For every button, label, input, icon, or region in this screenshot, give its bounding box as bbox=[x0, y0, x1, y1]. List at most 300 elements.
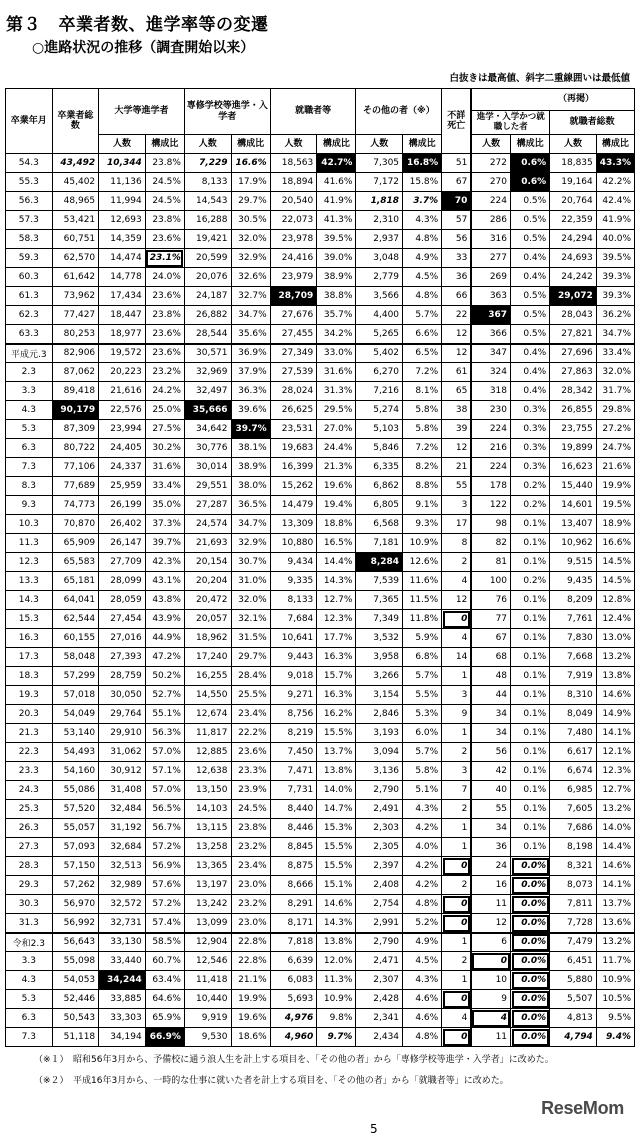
table-cell: 26,147 bbox=[99, 534, 146, 553]
table-cell: 23,979 bbox=[270, 268, 317, 287]
table-cell: 14.1% bbox=[596, 876, 634, 895]
table-cell: 19.9% bbox=[596, 477, 634, 496]
row-year: 7.3 bbox=[6, 458, 53, 477]
table-cell: 42.2% bbox=[596, 173, 634, 192]
table-cell: 12,885 bbox=[184, 743, 231, 762]
header-count: 人数 bbox=[550, 135, 597, 154]
table-cell: 22,073 bbox=[270, 211, 317, 230]
table-row bbox=[6, 610, 635, 629]
table-cell: 5.8% bbox=[403, 762, 442, 781]
table-cell: 5.2% bbox=[403, 914, 442, 933]
table-cell: 9,919 bbox=[184, 1009, 231, 1028]
table-cell: 53,421 bbox=[52, 211, 99, 230]
table-cell: 13,309 bbox=[270, 515, 317, 534]
table-row bbox=[6, 591, 635, 610]
table-cell: 15.7% bbox=[317, 667, 356, 686]
table-cell: 60,155 bbox=[52, 629, 99, 648]
table-cell: 41.9% bbox=[317, 192, 356, 211]
row-year: 6.3 bbox=[6, 1009, 53, 1028]
table-cell: 55,086 bbox=[52, 781, 99, 800]
table-cell: 57.6% bbox=[145, 876, 184, 895]
table-cell: 66 bbox=[442, 287, 472, 306]
table-cell: 48 bbox=[471, 667, 510, 686]
table-cell: 4 bbox=[442, 629, 472, 648]
table-cell: 0.5% bbox=[511, 287, 550, 306]
table-cell: 28,544 bbox=[184, 325, 231, 344]
table-cell: 7,365 bbox=[356, 591, 403, 610]
table-cell: 5.7% bbox=[403, 306, 442, 325]
row-year: 25.3 bbox=[6, 800, 53, 819]
table-cell: 277 bbox=[471, 249, 510, 268]
table-cell: 20,076 bbox=[184, 268, 231, 287]
table-cell: 0 bbox=[442, 610, 472, 629]
row-year: 10.3 bbox=[6, 515, 53, 534]
table-cell: 41.9% bbox=[596, 211, 634, 230]
table-cell: 12.7% bbox=[317, 591, 356, 610]
table-cell: 23.3% bbox=[231, 762, 270, 781]
table-cell: 25.5% bbox=[231, 686, 270, 705]
resemom-logo: ReseMom bbox=[541, 1098, 624, 1118]
table-cell: 10 bbox=[471, 971, 510, 990]
table-cell: 8,875 bbox=[270, 857, 317, 876]
table-cell: 2 bbox=[442, 553, 472, 572]
row-year: 30.3 bbox=[6, 895, 53, 914]
table-cell: 8.1% bbox=[403, 382, 442, 401]
table-cell: 2,790 bbox=[356, 781, 403, 800]
table-cell: 15.8% bbox=[403, 173, 442, 192]
row-year: 60.3 bbox=[6, 268, 53, 287]
table-cell: 57.4% bbox=[145, 914, 184, 933]
table-row bbox=[6, 458, 635, 477]
table-cell: 8,209 bbox=[550, 591, 597, 610]
table-cell: 6,270 bbox=[356, 363, 403, 382]
table-cell: 2,491 bbox=[356, 800, 403, 819]
table-row bbox=[6, 325, 635, 344]
table-cell: 2,754 bbox=[356, 895, 403, 914]
table-cell: 25,959 bbox=[99, 477, 146, 496]
table-row bbox=[6, 743, 635, 762]
table-cell: 27.5% bbox=[145, 420, 184, 439]
table-row bbox=[6, 876, 635, 895]
table-cell: 56.9% bbox=[145, 857, 184, 876]
table-cell: 23.2% bbox=[231, 895, 270, 914]
table-cell: 35.7% bbox=[317, 306, 356, 325]
table-cell: 13,099 bbox=[184, 914, 231, 933]
table-cell: 16.6% bbox=[596, 534, 634, 553]
table-cell: 4.8% bbox=[403, 895, 442, 914]
table-cell: 12,546 bbox=[184, 952, 231, 971]
table-cell: 39.5% bbox=[317, 230, 356, 249]
table-cell: 41.3% bbox=[317, 211, 356, 230]
table-cell: 3,566 bbox=[356, 287, 403, 306]
table-cell: 14,601 bbox=[550, 496, 597, 515]
table-cell: 12,904 bbox=[184, 933, 231, 952]
table-cell: 1 bbox=[442, 819, 472, 838]
table-cell: 34 bbox=[471, 819, 510, 838]
table-cell: 67 bbox=[471, 629, 510, 648]
row-year: 18.3 bbox=[6, 667, 53, 686]
table-cell: 18,447 bbox=[99, 306, 146, 325]
table-cell: 27.0% bbox=[317, 420, 356, 439]
table-cell: 2,991 bbox=[356, 914, 403, 933]
table-row bbox=[6, 287, 635, 306]
table-cell: 6,451 bbox=[550, 952, 597, 971]
table-row bbox=[6, 819, 635, 838]
table-cell: 28,709 bbox=[270, 287, 317, 306]
table-cell: 27,821 bbox=[550, 325, 597, 344]
table-cell: 65,909 bbox=[52, 534, 99, 553]
page-subtitle: ○進路状況の推移（調査開始以来） bbox=[32, 40, 255, 56]
table-cell: 13.8% bbox=[317, 933, 356, 952]
table-cell: 7,605 bbox=[550, 800, 597, 819]
table-row bbox=[6, 857, 635, 876]
table-cell: 33,440 bbox=[99, 952, 146, 971]
table-cell: 7,539 bbox=[356, 572, 403, 591]
table-cell: 39.3% bbox=[596, 287, 634, 306]
table-cell: 12.3% bbox=[596, 762, 634, 781]
table-cell: 0.0% bbox=[511, 971, 550, 990]
table-row bbox=[6, 382, 635, 401]
table-cell: 57.0% bbox=[145, 781, 184, 800]
table-cell: 28,099 bbox=[99, 572, 146, 591]
table-cell: 8,666 bbox=[270, 876, 317, 895]
table-row bbox=[6, 211, 635, 230]
table-cell: 15.3% bbox=[317, 819, 356, 838]
table-cell: 0 bbox=[471, 952, 510, 971]
table-cell: 11 bbox=[471, 895, 510, 914]
table-cell: 0.5% bbox=[511, 325, 550, 344]
table-cell: 10.9% bbox=[596, 971, 634, 990]
table-cell: 82 bbox=[471, 534, 510, 553]
table-cell: 8,321 bbox=[550, 857, 597, 876]
table-cell: 14,778 bbox=[99, 268, 146, 287]
table-cell: 54,053 bbox=[52, 971, 99, 990]
table-cell: 39.6% bbox=[231, 401, 270, 420]
table-cell: 1 bbox=[442, 933, 472, 952]
table-cell: 73,962 bbox=[52, 287, 99, 306]
row-year: 令和2.3 bbox=[6, 933, 53, 952]
table-cell: 7,349 bbox=[356, 610, 403, 629]
header-ratio: 構成比 bbox=[511, 135, 550, 154]
table-cell: 2,310 bbox=[356, 211, 403, 230]
table-cell: 4.2% bbox=[403, 876, 442, 895]
table-cell: 7,172 bbox=[356, 173, 403, 192]
table-cell: 57.0% bbox=[145, 743, 184, 762]
table-cell: 42.4% bbox=[596, 192, 634, 211]
table-cell: 5.9% bbox=[403, 629, 442, 648]
table-cell: 25.0% bbox=[145, 401, 184, 420]
table-row bbox=[6, 154, 635, 173]
table-cell: 16 bbox=[471, 876, 510, 895]
table-cell: 7,811 bbox=[550, 895, 597, 914]
table-cell: 34.7% bbox=[596, 325, 634, 344]
table-cell: 14.7% bbox=[317, 800, 356, 819]
table-cell: 20,764 bbox=[550, 192, 597, 211]
table-row bbox=[6, 230, 635, 249]
table-row bbox=[6, 1009, 635, 1028]
table-row bbox=[6, 420, 635, 439]
table-cell: 11 bbox=[471, 1028, 510, 1047]
table-cell: 9.1% bbox=[403, 496, 442, 515]
table-cell: 13.8% bbox=[596, 667, 634, 686]
table-cell: 14,103 bbox=[184, 800, 231, 819]
table-cell: 0.4% bbox=[511, 268, 550, 287]
table-cell: 24,187 bbox=[184, 287, 231, 306]
table-cell: 12.4% bbox=[596, 610, 634, 629]
table-cell: 0 bbox=[442, 990, 472, 1009]
table-cell: 29.5% bbox=[317, 401, 356, 420]
row-year: 19.3 bbox=[6, 686, 53, 705]
row-year: 58.3 bbox=[6, 230, 53, 249]
table-row bbox=[6, 363, 635, 382]
table-cell: 23,978 bbox=[270, 230, 317, 249]
table-cell: 22 bbox=[442, 306, 472, 325]
table-cell: 19.9% bbox=[231, 990, 270, 1009]
row-year: 平成元.3 bbox=[6, 344, 53, 363]
table-cell: 31.0% bbox=[231, 572, 270, 591]
table-cell: 33,130 bbox=[99, 933, 146, 952]
table-cell: 367 bbox=[471, 306, 510, 325]
table-cell: 36.5% bbox=[231, 496, 270, 515]
header-reprint: （再掲） bbox=[471, 89, 634, 111]
table-cell: 57,299 bbox=[52, 667, 99, 686]
table-cell: 36 bbox=[442, 268, 472, 287]
table-cell: 0.1% bbox=[511, 648, 550, 667]
table-cell: 0.1% bbox=[511, 686, 550, 705]
table-cell: 0.4% bbox=[511, 249, 550, 268]
row-year: 12.3 bbox=[6, 553, 53, 572]
table-cell: 5,693 bbox=[270, 990, 317, 1009]
table-cell: 43.8% bbox=[145, 591, 184, 610]
table-cell: 32,513 bbox=[99, 857, 146, 876]
table-cell: 0.6% bbox=[511, 173, 550, 192]
table-cell: 74,773 bbox=[52, 496, 99, 515]
table-cell: 6,617 bbox=[550, 743, 597, 762]
table-cell: 30.5% bbox=[231, 211, 270, 230]
table-cell: 34 bbox=[471, 705, 510, 724]
table-cell: 0.5% bbox=[511, 306, 550, 325]
table-cell: 0.1% bbox=[511, 800, 550, 819]
table-cell: 23.6% bbox=[145, 325, 184, 344]
table-cell: 32,731 bbox=[99, 914, 146, 933]
table-cell: 5.3% bbox=[403, 705, 442, 724]
table-cell: 100 bbox=[471, 572, 510, 591]
table-cell: 56 bbox=[471, 743, 510, 762]
table-cell: 26,199 bbox=[99, 496, 146, 515]
table-cell: 24,693 bbox=[550, 249, 597, 268]
table-cell: 32,989 bbox=[99, 876, 146, 895]
table-cell: 6,083 bbox=[270, 971, 317, 990]
table-cell: 26,402 bbox=[99, 515, 146, 534]
table-cell: 9,335 bbox=[270, 572, 317, 591]
table-cell: 35,666 bbox=[184, 401, 231, 420]
table-cell: 33.4% bbox=[145, 477, 184, 496]
row-year: 54.3 bbox=[6, 154, 53, 173]
table-cell: 11,136 bbox=[99, 173, 146, 192]
row-year: 2.3 bbox=[6, 363, 53, 382]
table-cell: 55,057 bbox=[52, 819, 99, 838]
table-cell: 30,912 bbox=[99, 762, 146, 781]
table-cell: 324 bbox=[471, 363, 510, 382]
table-cell: 42 bbox=[471, 762, 510, 781]
table-cell: 19.6% bbox=[231, 1009, 270, 1028]
table-cell: 8,845 bbox=[270, 838, 317, 857]
table-cell: 19.4% bbox=[317, 496, 356, 515]
header-ratio: 構成比 bbox=[596, 135, 634, 154]
table-cell: 7,668 bbox=[550, 648, 597, 667]
header-ratio: 構成比 bbox=[145, 135, 184, 154]
table-cell: 0.2% bbox=[511, 572, 550, 591]
table-cell: 27.2% bbox=[596, 420, 634, 439]
header-university: 大学等進学者 bbox=[99, 89, 185, 135]
page-title: 第３ 卒業者数、進学率等の変遷 bbox=[6, 15, 269, 35]
table-cell: 29,072 bbox=[550, 287, 597, 306]
table-cell: 16,623 bbox=[550, 458, 597, 477]
table-cell: 57 bbox=[442, 211, 472, 230]
table-cell: 32.0% bbox=[231, 591, 270, 610]
table-cell: 12,674 bbox=[184, 705, 231, 724]
table-cell: 19,899 bbox=[550, 439, 597, 458]
table-cell: 29,764 bbox=[99, 705, 146, 724]
table-cell: 8,284 bbox=[356, 553, 403, 572]
table-cell: 27,016 bbox=[99, 629, 146, 648]
table-cell: 57,262 bbox=[52, 876, 99, 895]
table-cell: 7,216 bbox=[356, 382, 403, 401]
table-cell: 29,910 bbox=[99, 724, 146, 743]
row-year: 15.3 bbox=[6, 610, 53, 629]
table-cell: 8,291 bbox=[270, 895, 317, 914]
table-cell: 57.1% bbox=[145, 762, 184, 781]
table-cell: 0.4% bbox=[511, 363, 550, 382]
table-cell: 20,472 bbox=[184, 591, 231, 610]
table-cell: 0.0% bbox=[511, 990, 550, 1009]
table-cell: 44.9% bbox=[145, 629, 184, 648]
table-cell: 14.6% bbox=[596, 857, 634, 876]
table-cell: 34 bbox=[471, 724, 510, 743]
table-cell: 3.7% bbox=[403, 192, 442, 211]
row-year: 27.3 bbox=[6, 838, 53, 857]
table-cell: 4.2% bbox=[403, 857, 442, 876]
table-cell: 57,520 bbox=[52, 800, 99, 819]
table-row bbox=[6, 952, 635, 971]
table-cell: 13.7% bbox=[596, 895, 634, 914]
table-cell: 37.3% bbox=[145, 515, 184, 534]
row-year: 17.3 bbox=[6, 648, 53, 667]
table-cell: 16.8% bbox=[403, 154, 442, 173]
table-cell: 15.1% bbox=[317, 876, 356, 895]
table-cell: 6.0% bbox=[403, 724, 442, 743]
table-cell: 80,253 bbox=[52, 325, 99, 344]
footnote-1: （※１） 昭和56年3月から、予備校に通う浪人生を計上する項目を、「その他の者」から「専修学校等進学・入学者」に改めた。 bbox=[34, 1055, 554, 1065]
table-cell: 0.0% bbox=[511, 914, 550, 933]
table-cell: 36.3% bbox=[231, 382, 270, 401]
table-cell: 14,479 bbox=[270, 496, 317, 515]
table-cell: 33,303 bbox=[99, 1009, 146, 1028]
table-cell: 39.7% bbox=[231, 420, 270, 439]
table-cell: 4.2% bbox=[403, 819, 442, 838]
table-cell: 28.4% bbox=[231, 667, 270, 686]
table-cell: 42.3% bbox=[145, 553, 184, 572]
table-cell: 32.6% bbox=[231, 268, 270, 287]
table-cell: 24,405 bbox=[99, 439, 146, 458]
row-year: 28.3 bbox=[6, 857, 53, 876]
header-total: 卒業者総数 bbox=[52, 89, 99, 154]
table-cell: 23.4% bbox=[231, 857, 270, 876]
table-cell: 224 bbox=[471, 458, 510, 477]
table-cell: 22.8% bbox=[231, 933, 270, 952]
table-row bbox=[6, 477, 635, 496]
table-cell: 0.1% bbox=[511, 591, 550, 610]
table-cell: 32.7% bbox=[231, 287, 270, 306]
table-cell: 2,397 bbox=[356, 857, 403, 876]
row-year: 6.3 bbox=[6, 439, 53, 458]
table-cell: 11.7% bbox=[596, 952, 634, 971]
table-cell: 0.1% bbox=[511, 515, 550, 534]
table-cell: 19,572 bbox=[99, 344, 146, 363]
table-cell: 0.2% bbox=[511, 496, 550, 515]
table-cell: 0 bbox=[442, 895, 472, 914]
table-cell: 14.5% bbox=[596, 572, 634, 591]
table-cell: 0.0% bbox=[511, 1028, 550, 1047]
row-year: 56.3 bbox=[6, 192, 53, 211]
table-cell: 9.5% bbox=[596, 1009, 634, 1028]
table-cell: 4 bbox=[442, 572, 472, 591]
table-cell: 2,303 bbox=[356, 819, 403, 838]
table-cell: 4.9% bbox=[403, 933, 442, 952]
table-cell: 13,150 bbox=[184, 781, 231, 800]
table-row bbox=[6, 192, 635, 211]
table-cell: 27,676 bbox=[270, 306, 317, 325]
table-cell: 4,794 bbox=[550, 1028, 597, 1047]
table-cell: 318 bbox=[471, 382, 510, 401]
table-cell: 7,450 bbox=[270, 743, 317, 762]
table-cell: 6,985 bbox=[550, 781, 597, 800]
table-cell: 4.6% bbox=[403, 990, 442, 1009]
row-year: 23.3 bbox=[6, 762, 53, 781]
table-row bbox=[6, 268, 635, 287]
table-cell: 16,288 bbox=[184, 211, 231, 230]
header-other: その他の者（※） bbox=[356, 89, 442, 135]
table-cell: 12.7% bbox=[596, 781, 634, 800]
table-cell: 81 bbox=[471, 553, 510, 572]
table-cell: 20,154 bbox=[184, 553, 231, 572]
table-row bbox=[6, 724, 635, 743]
table-cell: 8.2% bbox=[403, 458, 442, 477]
table-cell: 19,421 bbox=[184, 230, 231, 249]
table-cell: 23.0% bbox=[231, 914, 270, 933]
table-cell: 9,271 bbox=[270, 686, 317, 705]
table-cell: 9 bbox=[442, 705, 472, 724]
table-cell: 17.9% bbox=[231, 173, 270, 192]
table-cell: 10,344 bbox=[99, 154, 146, 173]
table-cell: 64.6% bbox=[145, 990, 184, 1009]
table-cell: 0.0% bbox=[511, 952, 550, 971]
table-cell: 22.2% bbox=[231, 724, 270, 743]
table-cell: 27,349 bbox=[270, 344, 317, 363]
table-cell: 43,492 bbox=[52, 154, 99, 173]
table-cell: 2 bbox=[442, 800, 472, 819]
table-row bbox=[6, 515, 635, 534]
table-cell: 39.3% bbox=[596, 268, 634, 287]
row-year: 14.3 bbox=[6, 591, 53, 610]
table-cell: 2,846 bbox=[356, 705, 403, 724]
table-cell: 0.5% bbox=[511, 230, 550, 249]
table-cell: 43.9% bbox=[145, 610, 184, 629]
table-cell: 5,103 bbox=[356, 420, 403, 439]
table-cell: 27,696 bbox=[550, 344, 597, 363]
table-cell: 21 bbox=[442, 458, 472, 477]
table-cell: 4.3% bbox=[403, 971, 442, 990]
